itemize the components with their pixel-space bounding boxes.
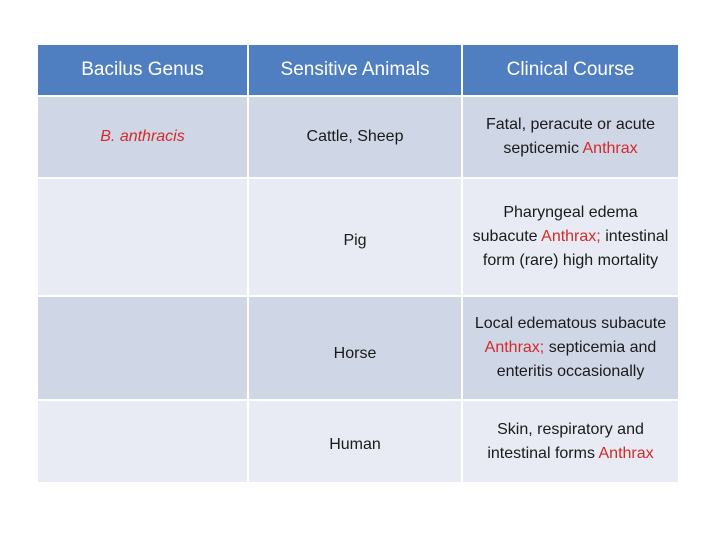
course-highlight: Anthrax; [541, 228, 601, 245]
course-text: Pharyngeal edema subacute [472, 204, 638, 245]
header-animals: Sensitive Animals [249, 45, 463, 97]
header-genus: Bacilus Genus [38, 45, 249, 97]
anthrax-table [38, 45, 678, 484]
course-highlight: Anthrax [582, 140, 638, 157]
course-cell [463, 179, 678, 297]
course-highlight: Anthrax [598, 444, 654, 462]
course-cell [463, 401, 678, 484]
animal-cell: Pig [249, 179, 463, 297]
course-tail: septicemia and enteritis occasionally [496, 339, 657, 380]
genus-cell [38, 401, 249, 484]
course-cell [463, 97, 678, 179]
genus-cell: B. anthracis [38, 97, 249, 179]
course-text: Local edematous subacute [474, 315, 667, 332]
animal-cell: Human [249, 401, 463, 484]
course-text: Fatal, peracute or acute septicemic [486, 116, 655, 157]
animal-cell: Cattle, Sheep [249, 97, 463, 179]
genus-cell [38, 179, 249, 297]
course-tail: intestinal form (rare) high mortality [482, 228, 669, 269]
course-text: Skin, respiratory and intestinal forms [487, 420, 644, 462]
course-highlight: Anthrax; [484, 339, 545, 356]
header-course: Clinical Course [463, 45, 678, 97]
animal-cell: Horse [249, 297, 463, 401]
genus-cell [38, 297, 249, 401]
course-cell [463, 297, 678, 401]
